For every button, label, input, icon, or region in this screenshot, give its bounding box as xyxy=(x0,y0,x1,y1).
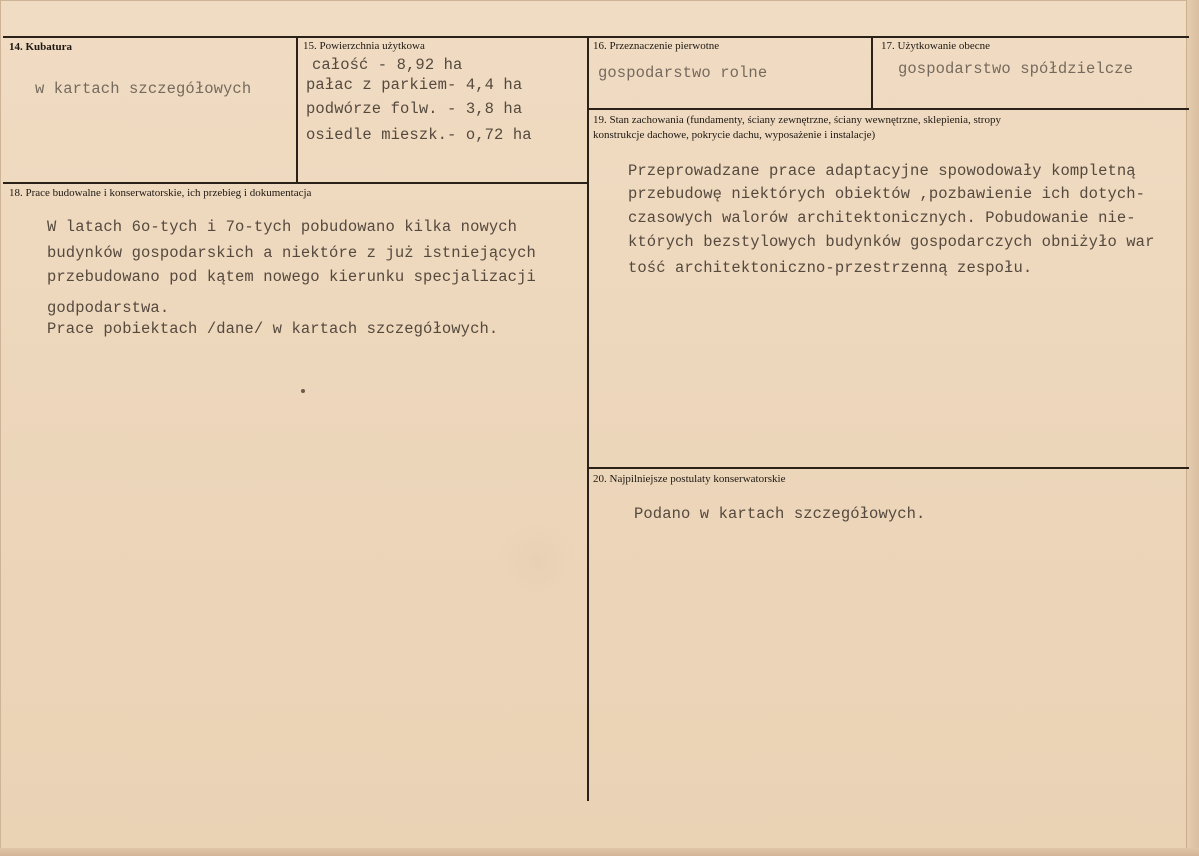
stain-mark xyxy=(498,522,576,600)
field-18-line: przebudowano pod kątem nowego kierunku specjalizacji xyxy=(47,268,536,286)
card-edge-right xyxy=(1186,0,1199,856)
field-17-value: gospodarstwo spółdzielcze xyxy=(898,60,1134,78)
rule-below-14-15 xyxy=(3,182,588,184)
field-19-line: których bezstylowych budynków gospodarczych obniżyło war xyxy=(628,233,1155,251)
rule-below-19 xyxy=(588,467,1189,469)
card-edge-bottom xyxy=(0,848,1199,856)
field-19-line: czasowych walorów architektonicznych. Pobudowanie nie- xyxy=(628,209,1136,227)
field-18-label: 18. Prace budowalne i konserwatorskie, ich przebieg i dokumentacja xyxy=(9,187,312,199)
field-16-value: gospodarstwo rolne xyxy=(598,64,768,82)
field-17-label: 17. Użytkowanie obecne xyxy=(881,40,991,52)
rule-top xyxy=(3,36,1189,38)
field-14-value: w kartach szczegółowych xyxy=(35,80,252,98)
field-20-value: Podano w kartach szczegółowych. xyxy=(634,505,926,523)
field-19-label: 19. Stan zachowania (fundamenty, ściany zewnętrzne, ściany wewnętrzne, sklepienia, stropy xyxy=(593,114,1001,126)
field-15-line: całość - 8,92 ha xyxy=(312,56,463,74)
field-15-label: 15. Powierzchnia użytkowa xyxy=(303,40,425,52)
field-18-line: Prace pobiektach /dane/ w kartach szczegółowych. xyxy=(47,320,499,338)
field-18-line: budynków gospodarskich a niektóre z już istniejących xyxy=(47,244,536,262)
field-18-line: godpodarstwa. xyxy=(47,299,170,317)
field-15-line: osiedle mieszk.- o,72 ha xyxy=(306,126,532,144)
field-20-label: 20. Najpilniejsze postulaty konserwatorskie xyxy=(593,473,786,485)
field-18-line: W latach 6o-tych i 7o-tych pobudowano kilka nowych xyxy=(47,218,518,236)
field-16-label: 16. Przeznaczenie pierwotne xyxy=(593,40,720,52)
field-19-label: konstrukcje dachowe, pokrycie dachu, wyposażenie i instalacje) xyxy=(593,129,876,141)
ink-dot xyxy=(301,389,305,393)
rule-divider-14-15 xyxy=(296,37,298,183)
field-19-line: tość architektoniczno-przestrzenną zespołu. xyxy=(628,259,1033,277)
rule-divider-16-17 xyxy=(871,37,873,109)
rule-below-16-17 xyxy=(588,108,1189,110)
rule-center xyxy=(587,37,589,801)
field-19-line: Przeprowadzane prace adaptacyjne spowodowały kompletną xyxy=(628,162,1136,180)
field-19-line: przebudowę niektórych obiektów ,pozbawienie ich dotych- xyxy=(628,185,1146,203)
field-15-line: pałac z parkiem- 4,4 ha xyxy=(306,76,523,94)
field-15-line: podwórze folw. - 3,8 ha xyxy=(306,100,523,118)
field-14-label: 14. Kubatura xyxy=(9,41,72,53)
